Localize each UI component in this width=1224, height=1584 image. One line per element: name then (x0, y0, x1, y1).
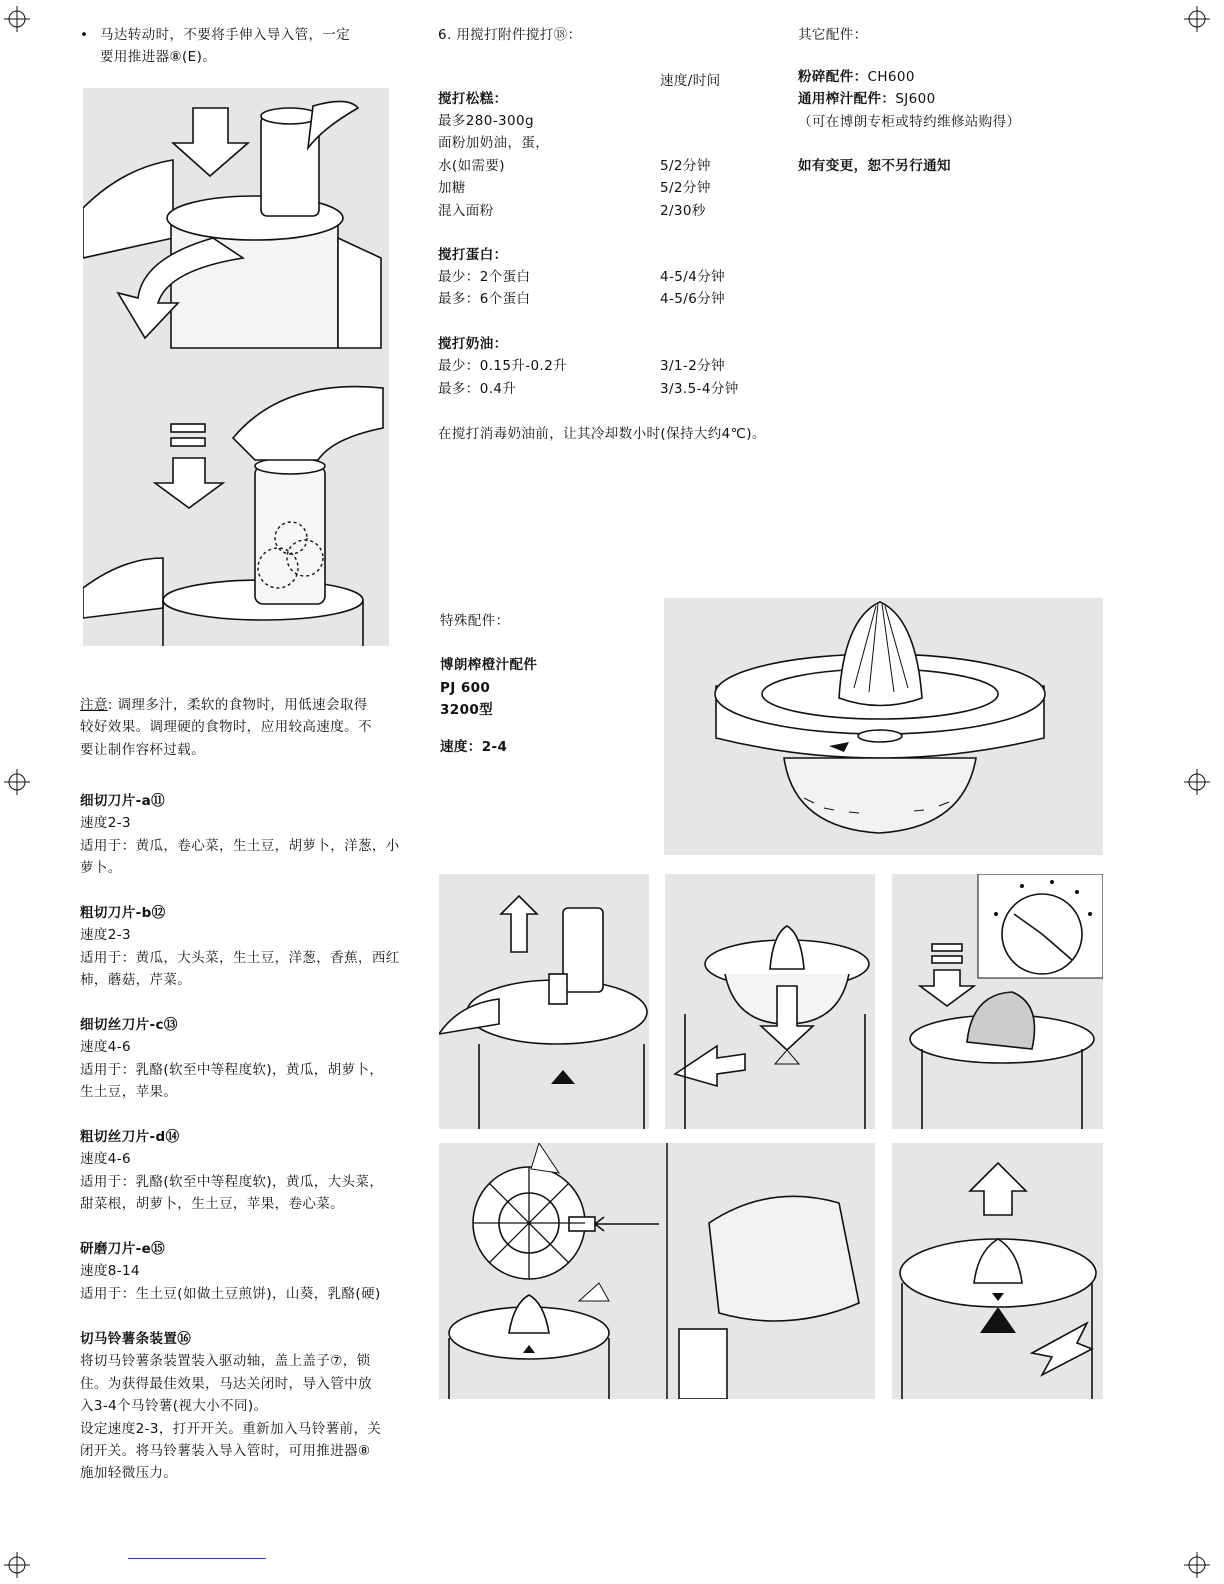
special-model-2: 3200型 (440, 702, 494, 719)
citrus-press-figure (664, 598, 1103, 855)
table-row-value: 3/1-2分钟 (660, 358, 725, 374)
table-row-label: 最少：2个蛋白 (438, 269, 531, 285)
bullet-dot: • (80, 27, 89, 43)
blade-use-line-1: 适用于：乳酪(软至中等程度软)，黄瓜，胡萝卜， (80, 1061, 384, 1078)
accessory-value: CH600 (867, 69, 915, 85)
bullet-warning (80, 24, 410, 66)
note-label: 注意 (80, 697, 108, 713)
table-row-value: 4-5/6分钟 (660, 291, 725, 307)
whisk-table (438, 88, 778, 418)
registration-mark-icon (4, 6, 30, 32)
special-model-1: PJ 600 (440, 679, 491, 696)
bullet-line-2: 要用推进器⑧(E)。 (100, 49, 217, 66)
special-name: 博朗榨橙汁配件 (440, 657, 538, 674)
accessory-label: 通用榨汁配件： (798, 91, 896, 108)
group-title-egg: 搅打蛋白： (438, 247, 508, 263)
blade-section-c (80, 1014, 410, 1104)
blade-use-line-2: 柿，蘑菇，芹菜。 (80, 972, 192, 989)
blade-section-d (80, 1126, 410, 1216)
table-row-label: 水(如需要) (438, 158, 505, 174)
registration-mark-icon (1184, 6, 1210, 32)
blade-speed: 速度4-6 (80, 1151, 132, 1168)
special-speed-value: 2-4 (481, 738, 508, 755)
group-title-cake: 搅打松糕： (438, 91, 508, 107)
table-row-label: 最多280-300g (438, 113, 534, 129)
step-figure-5 (892, 1143, 1103, 1399)
special-title: 特殊配件： (440, 613, 510, 629)
blade-title: 粗切刀片-b⑫ (80, 905, 166, 921)
note-line-2: 较好效果。调理硬的食物时，应用较高速度。不 (80, 719, 372, 736)
table-row-value: 2/30秒 (660, 203, 706, 219)
blade-use-line-1: 适用于：生土豆(如做土豆煎饼)，山葵，乳酪(硬) (80, 1285, 381, 1302)
registration-mark-icon (1184, 1552, 1210, 1578)
change-notice: 如有变更，恕不另行通知 (798, 158, 951, 175)
table-row-label: 加糖 (438, 180, 466, 196)
whisk-heading: 6. 用搅打附件搅打⑱： (438, 27, 582, 43)
blade-speed: 速度2-3 (80, 927, 132, 944)
blade-title: 研磨刀片-e⑮ (80, 1241, 166, 1257)
table-row-value: 5/2分钟 (660, 180, 711, 196)
blade-title: 粗切丝刀片-d⑭ (80, 1129, 180, 1145)
blade-use-line-2: 萝卜。 (80, 860, 122, 877)
table-row-label: 最多：0.4升 (438, 381, 517, 397)
blade-title: 细切丝刀片-c⑬ (80, 1017, 178, 1033)
fries-line: 闭开关。将马铃薯装入导入管时，可用推进器⑧ (80, 1443, 371, 1460)
fries-line: 设定速度2-3，打开开关。重新加入马铃薯前，关 (80, 1420, 382, 1437)
blade-use-line-1: 适用于：黄瓜，大头菜，生土豆，洋葱，香蕉，西红 (80, 949, 400, 966)
blade-use-line-2: 生土豆，苹果。 (80, 1084, 178, 1101)
step-figure-1 (439, 874, 649, 1129)
step-figure-2 (665, 874, 875, 1129)
blade-speed: 速度8-14 (80, 1263, 141, 1280)
other-accessories-list (798, 66, 1098, 178)
note-paragraph (80, 694, 410, 761)
other-accessories-heading: 其它配件： (798, 27, 868, 43)
blade-title: 细切刀片-a⑪ (80, 793, 166, 809)
special-accessory (440, 610, 650, 758)
blade-section-b (80, 902, 410, 992)
table-row-label: 最少：0.15升-0.2升 (438, 358, 568, 374)
footer-rule (128, 1558, 266, 1559)
fries-line: 住。为获得最佳效果，马达关闭时，导入管中放 (80, 1375, 372, 1392)
blade-section-e (80, 1238, 410, 1305)
table-row-value: 3/3.5-4分钟 (660, 381, 739, 397)
registration-mark-icon (4, 769, 30, 795)
note-line-1: : 调理多汁，柔软的食物时，用低速会取得 (107, 697, 368, 713)
cream-tip: 在搅打消毒奶油前，让其冷却数小时(保持大约4℃)。 (438, 426, 766, 442)
blade-section-a (80, 790, 410, 880)
fries-line: 将切马铃薯条装置装入驱动轴，盖上盖子⑦，锁 (80, 1353, 371, 1370)
special-speed-label: 速度： (440, 738, 482, 755)
registration-mark-icon (1184, 769, 1210, 795)
blade-use-line-2: 甜菜根，胡萝卜，生土豆，苹果，卷心菜。 (80, 1196, 345, 1213)
step-figure-4 (439, 1143, 875, 1399)
blade-use-line-1: 适用于：乳酪(软至中等程度软)，黄瓜，大头菜， (80, 1173, 384, 1190)
speed-time-header: 速度/时间 (660, 73, 721, 89)
fries-line: 入3-4个马铃薯(视大小不同)。 (80, 1398, 268, 1415)
availability-note: （可在博朗专柜或特约维修站购得） (798, 113, 1021, 130)
blade-use-line-1: 适用于：黄瓜，卷心菜，生土豆，胡萝卜，洋葱，小 (80, 837, 400, 854)
bullet-line-1: 马达转动时，不要将手伸入导入管，一定 (100, 27, 351, 43)
blade-speed: 速度2-3 (80, 815, 132, 832)
fries-section (80, 1328, 410, 1485)
blade-speed: 速度4-6 (80, 1039, 132, 1056)
fries-title: 切马铃薯条装置⑯ (80, 1331, 192, 1347)
group-title-cream: 搅打奶油： (438, 336, 508, 352)
table-row-label: 面粉加奶油，蛋， (438, 135, 550, 151)
step-figure-3 (892, 874, 1103, 1129)
registration-mark-icon (4, 1552, 30, 1578)
table-row-label: 最多：6个蛋白 (438, 291, 531, 307)
fries-line: 施加轻微压力。 (80, 1465, 178, 1482)
pusher-figure (83, 88, 389, 646)
accessory-label: 粉碎配件： (798, 69, 868, 85)
table-row-value: 4-5/4分钟 (660, 269, 725, 285)
note-line-3: 要让制作容杯过载。 (80, 741, 206, 758)
table-row-label: 混入面粉 (438, 203, 494, 219)
table-row-value: 5/2分钟 (660, 158, 711, 174)
accessory-value: SJ600 (895, 91, 936, 108)
